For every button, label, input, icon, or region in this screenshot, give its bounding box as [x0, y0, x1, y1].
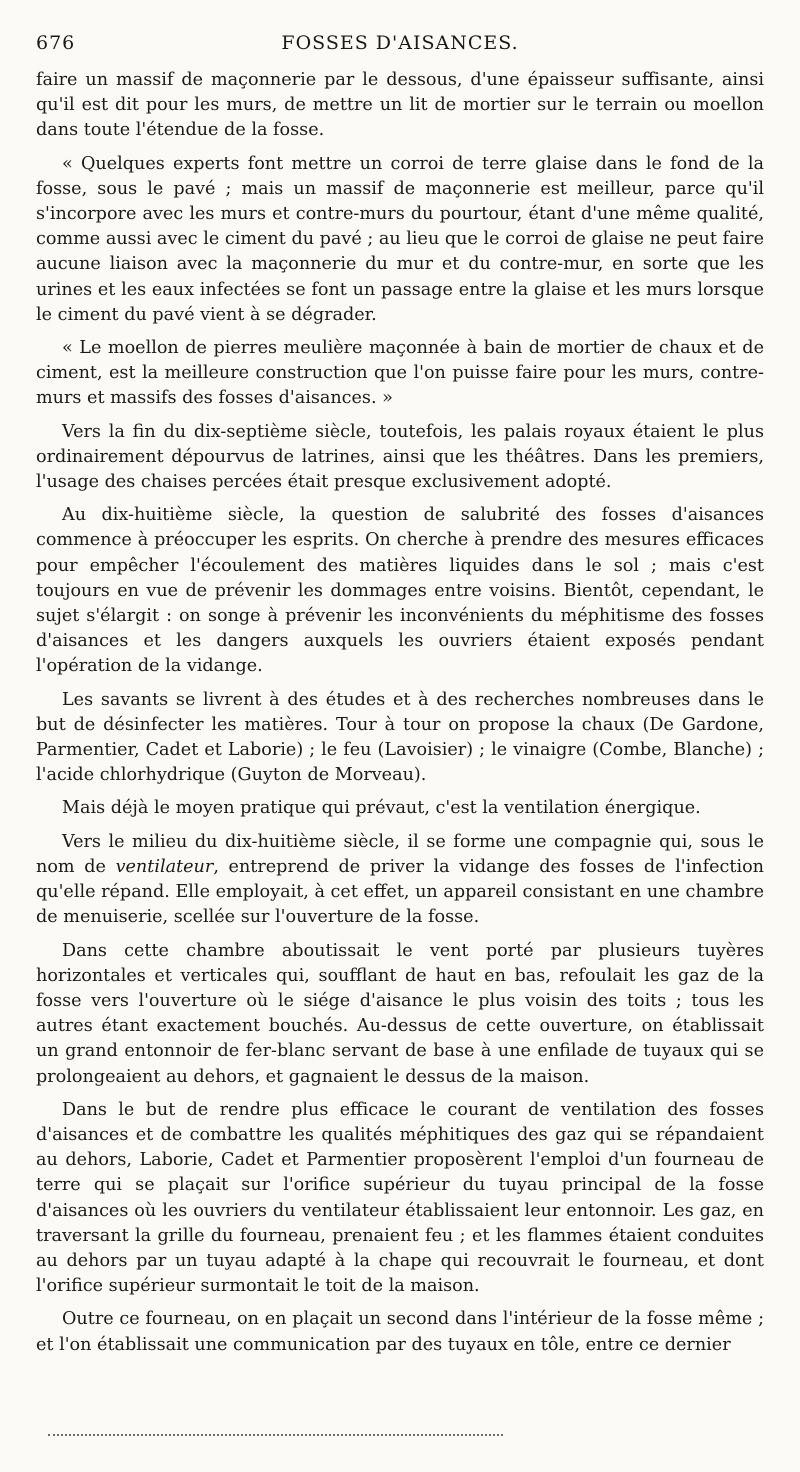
- paragraph-8-text-a: Vers le milieu du dix-huitième siècle, il se forme une compagnie qui, sous le nom de: [36, 831, 764, 877]
- paragraph-3: « Le moellon de pierres meulière maçonnée à bain de mortier de chaux et de ciment, est la meilleure construction que l'on puisse faire pour les murs, contre-murs et massifs des fosses d'aisances. »: [36, 338, 764, 409]
- paragraph-8-text-b: , entreprend de priver la vidange des fosses de l'infection qu'elle répand. Elle employait, à cet effet, un appareil consistant en une chambre de menuiserie, scellée sur l'ouverture de la fosse.: [36, 856, 764, 928]
- paragraph-4: Vers la fin du dix-septième siècle, toutefois, les palais royaux étaient le plus ordinairement dépourvus de latrines, ainsi que les théâtres. Dans les premiers, l'usage des chaises percées était presque exclusivement adopté.: [36, 421, 764, 493]
- footer-divider: [48, 1434, 503, 1436]
- ventilateur-italic: ventilateur: [115, 856, 214, 877]
- running-title: FOSSES D'AISANCES.: [281, 32, 519, 54]
- paragraph-8: [36, 830, 764, 931]
- paragraph-10: Dans le but de rendre plus efficace le courant de ventilation des fosses d'aisances et de combattre les qualités méphitiques des gaz qui se répandaient au dehors, Laborie, Cadet et Parmentier proposèrent l'emploi d'un fourneau de terre qui se plaçait sur l'orifice supérieur du tuyau principal de la fosse d'aisances où les ouvriers du ventilateur établissaient leur entonnoir. Les gaz, en traversant la grille du fourneau, prenaient feu ; et les flammes étaient conduites au dehors par un tuyau adapté à la chape qui recouvrait le fourneau, et dont l'orifice supérieur surmontait le toit de la maison.: [36, 1099, 764, 1297]
- page-header: [36, 28, 764, 68]
- paragraph-1: faire un massif de maçonnerie par le dessous, d'une épaisseur suffisante, ainsi qu'il est dit pour les murs, de mettre un lit de mortier sur le terrain ou moellon dans toute l'étendue de la fosse.: [36, 70, 764, 141]
- body-text: [36, 68, 764, 1358]
- paragraph-9: Dans cette chambre aboutissait le vent porté par plusieurs tuyères horizontales et verticales qui, soufflant de haut en bas, refoulait les gaz de la fosse vers l'ouverture où le siége d'aisance le plus voisin des toits ; tous les autres étant exactement bouchés. Au-dessus de cette ouverture, on établissait un grand entonnoir de fer-blanc servant de base à une enfilade de tuyaux qui se prolongeaient au dehors, et gagnaient le dessus de la maison.: [36, 940, 764, 1087]
- paragraph-5: Au dix-huitième siècle, la question de salubrité des fosses d'aisances commence à préoccuper les esprits. On cherche à prendre des mesures efficaces pour empêcher l'écoulement des matières liquides dans le sol ; mais c'est toujours en vue de prévenir les dommages entre voisins. Bientôt, cependant, le sujet s'élargit : on songe à prévenir les inconvénients du méphitisme des fosses d'aisances et les dangers auxquels les ouvriers étaient exposés pendant l'opération de la vidange.: [36, 505, 764, 677]
- paragraph-2: « Quelques experts font mettre un corroi de terre glaise dans le fond de la fosse, sous le pavé ; mais un massif de maçonnerie est meilleur, parce qu'il s'incorpore avec les murs et contre-murs du pourtour, étant d'une même qualité, comme aussi avec le ciment du pavé ; au lieu que le corroi de glaise ne peut faire aucune liaison avec la maçonnerie du mur et du contre-mur, en sorte que les urines et les eaux infectées se font un passage entre la glaise et les murs lorsque le ciment du pavé vient à se dégrader.: [36, 153, 764, 325]
- paragraph-11: Outre ce fourneau, on en plaçait un second dans l'intérieur de la fosse même ; et l'on établissait une communication par des tuyaux en tôle, entre ce dernier: [36, 1309, 764, 1355]
- page-number: 676: [36, 32, 76, 54]
- paragraph-7: Mais déjà le moyen pratique qui prévaut, c'est la ventilation énergique.: [62, 798, 701, 819]
- paragraph-6: Les savants se livrent à des études et à des recherches nombreuses dans le but de désinfecter les matières. Tour à tour on propose la chaux (De Gardone, Parmentier, Cadet et Laborie) ; le feu (Lavoisier) ; le vinaigre (Combe, Blanche) ; l'acide chlorhydrique (Guyton de Morveau).: [36, 689, 764, 786]
